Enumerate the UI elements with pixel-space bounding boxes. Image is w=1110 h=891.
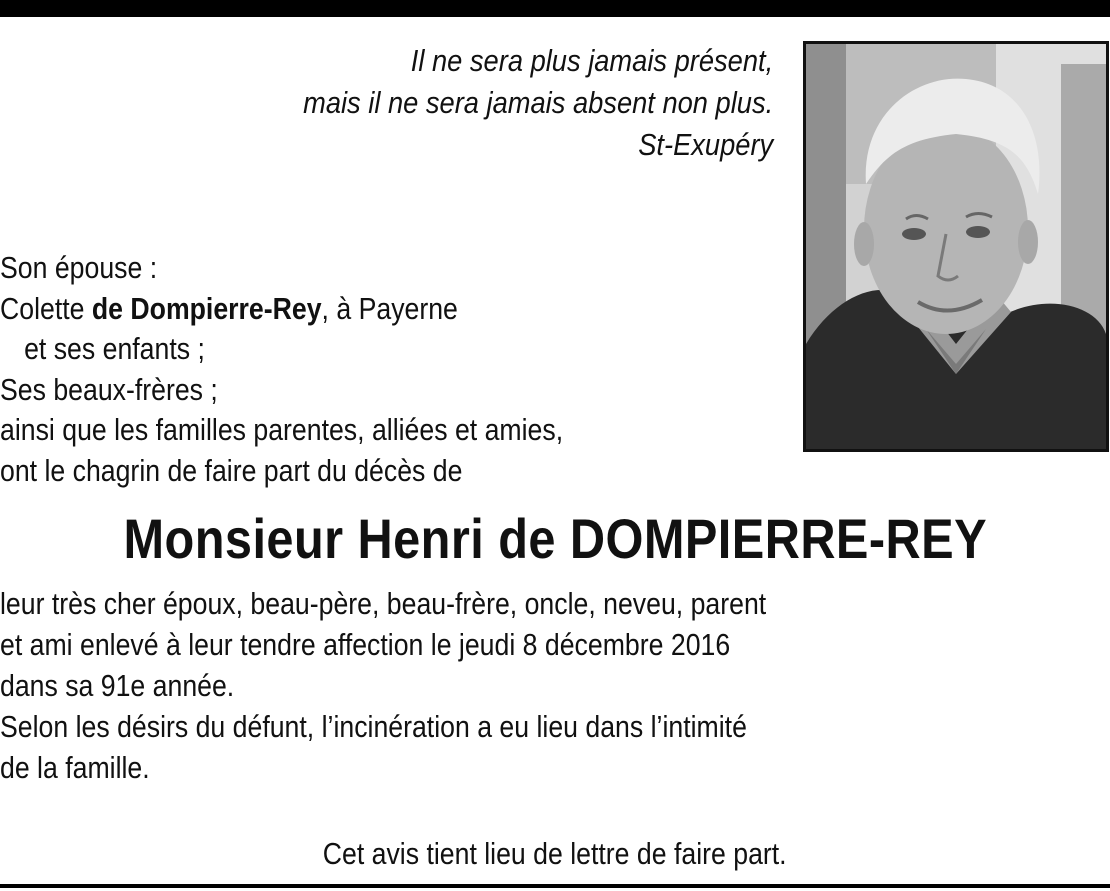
in-laws-line: Ses beaux-frères ; <box>0 371 218 407</box>
quote-line-1: Il ne sera plus jamais présent, <box>410 43 773 78</box>
body-line-4: Selon les désirs du défunt, l’incinération a eu lieu dans l’intimité <box>0 709 747 744</box>
bottom-border-rule <box>0 884 1110 888</box>
children-line: et ses enfants ; <box>24 331 205 366</box>
quote-line-2: mais il ne sera jamais absent non plus. <box>302 85 773 120</box>
spouse-label: Son épouse : <box>0 250 158 285</box>
deceased-name-heading: Monsieur Henri de DOMPIERRE-REY <box>123 507 987 570</box>
obituary-body <box>0 583 766 788</box>
family-announcement <box>0 248 563 491</box>
announcement-line: ont le chagrin de faire part du décès de <box>0 452 463 488</box>
top-border-rule <box>0 0 1110 17</box>
portrait-photo <box>803 41 1109 452</box>
epigraph-quote <box>303 40 773 166</box>
spouse-name: de Dompierre-Rey <box>91 290 322 326</box>
spouse-line: Colette de Dompierre-Rey, à Payerne <box>0 290 458 326</box>
body-line-5: de la famille. <box>0 750 150 785</box>
body-line-3: dans sa 91e année. <box>0 668 235 703</box>
body-line-1: leur très cher époux, beau-père, beau-frère, oncle, neveu, parent <box>0 586 767 621</box>
relatives-line: ainsi que les familles parentes, alliées et amies, <box>0 412 564 447</box>
footer-notice: Cet avis tient lieu de lettre de faire part. <box>323 836 787 871</box>
body-line-2: et ami enlevé à leur tendre affection le jeudi 8 décembre 2016 <box>0 627 731 662</box>
quote-author: St-Exupéry <box>638 127 773 162</box>
